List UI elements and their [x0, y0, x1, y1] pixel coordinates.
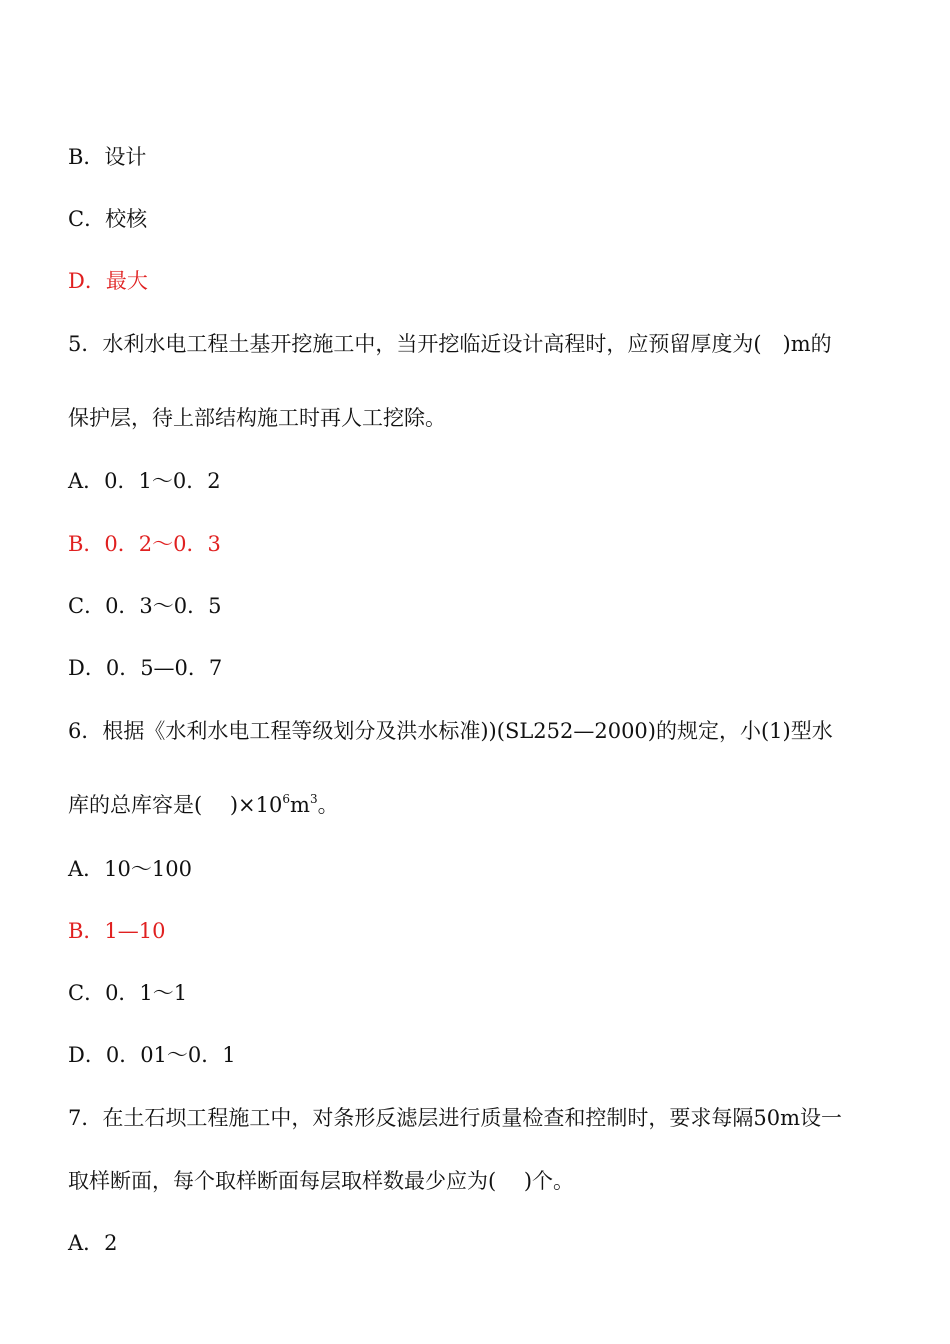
q4-option-b: B．设计	[68, 145, 147, 169]
q5-option-a: A．0．1～0．2	[68, 469, 221, 493]
q6-question-line2	[68, 791, 339, 819]
q5-question-line2: 保护层，待上部结构施工时再人工挖除。	[68, 406, 446, 430]
q7-question-line2: 取样断面，每个取样断面每层取样数最少应为( )个。	[68, 1169, 575, 1193]
q5-option-c: C．0．3～0．5	[68, 594, 222, 618]
q7-option-a: A．2	[68, 1231, 118, 1255]
q6-option-b-answer: B．1—10	[68, 919, 166, 943]
q6-option-a: A．10～100	[68, 857, 192, 881]
q4-option-c: C．校核	[68, 207, 148, 231]
q5-question-line1: 5．水利水电工程土基开挖施工中，当开挖临近设计高程时，应预留厚度为( )m的	[68, 332, 832, 356]
q6-line2-post: 。	[317, 793, 339, 817]
q6-exponent-6: 6	[282, 792, 291, 806]
q6-line2-pre: 库的总库容是( )×10	[68, 793, 283, 817]
q5-option-b-answer: B．0．2～0．3	[68, 532, 221, 556]
q6-question-line1: 6．根据《水利水电工程等级划分及洪水标准))(SL252—2000)的规定，小(1)型水	[68, 719, 833, 743]
q4-option-d-answer: D．最大	[68, 269, 148, 293]
q6-option-d: D．0．01～0．1	[68, 1043, 236, 1067]
q5-option-d: D．0．5—0．7	[68, 656, 223, 680]
q6-option-c: C．0．1～1	[68, 981, 188, 1005]
q6-exponent-3: 3	[309, 792, 318, 806]
q6-unit-m: m	[290, 793, 310, 817]
q7-question-line1: 7．在土石坝工程施工中，对条形反滤层进行质量检查和控制时，要求每隔50m设一	[68, 1106, 842, 1130]
